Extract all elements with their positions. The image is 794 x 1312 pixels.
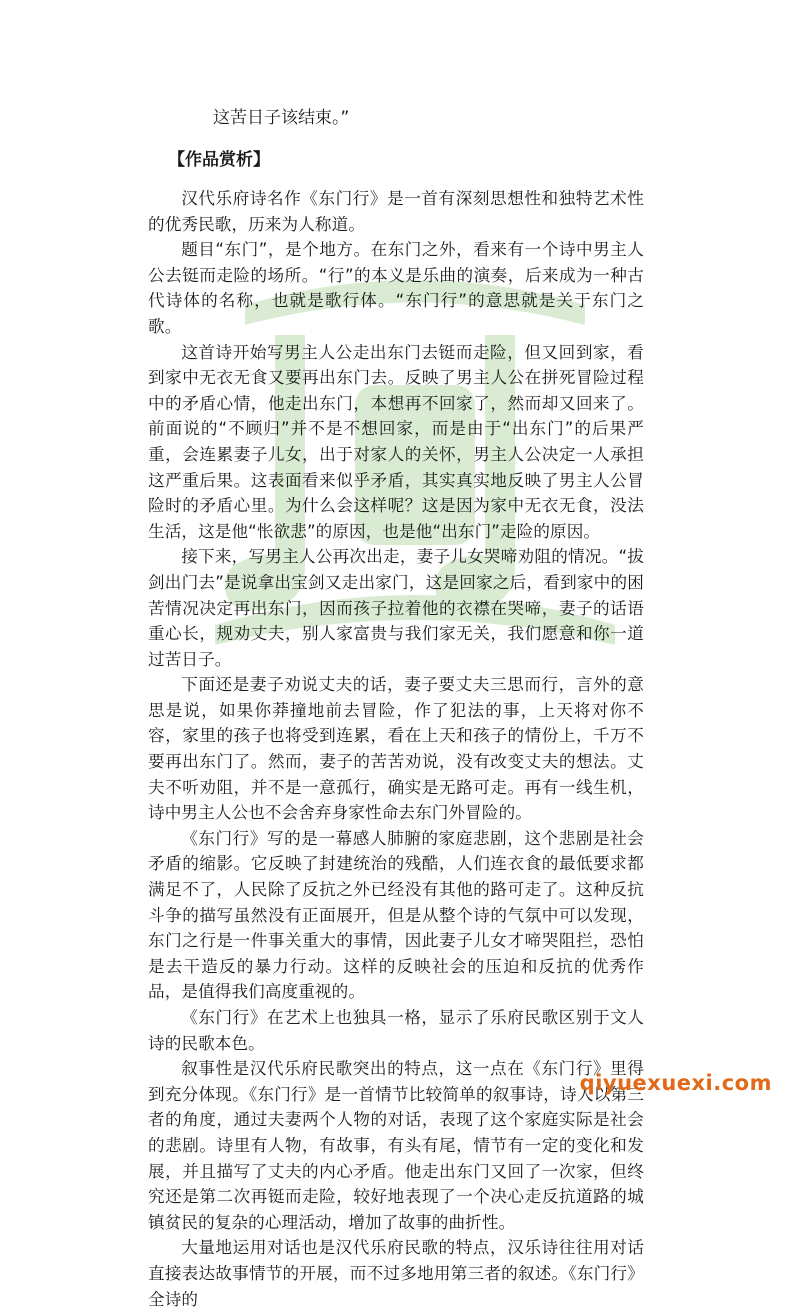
paragraph: 下面还是妻子劝说丈夫的话，妻子要丈夫三思而行，言外的意思是说，如果你莽撞地前去冒险，作了犯法的事，上天将对你不容，家里的孩子也将受到连累，看在上天和孩子的情份上，千万不要再出东门了。然而，妻子的苦苦劝说，没有改变丈夫的想法。丈夫不听劝阻，并不是一意孤行，确实是无路可走。再有一线生机，诗中男主人公也不会舍弃身家性命去东门外冒险的。: [148, 675, 644, 823]
analysis-body: [148, 186, 644, 1312]
paragraph: 这首诗开始写男主人公走出东门去铤而走险，但又回到家，看到家中无衣无食又要再出东门去。反映了男主人公在拼死冒险过程中的矛盾心情，他走出东门，本想再不回家了，然而却又回来了。前面说的“不顾归”并不是不想回家，而是由于“出东门”的后果严重，会连累妻子儿女，出于对家人的关怀，男主人公决定一人承担这严重后果。这表面看来似乎矛盾，其实真实地反映了男主人公冒险时的矛盾心里。为什么会这样呢？这是因为家中无衣无食，没法生活，这是他“怅欲悲”的原因，也是他“出东门”走险的原因。: [148, 342, 644, 541]
paragraph: 汉代乐府诗名作《东门行》是一首有深刻思想性和独特艺术性的优秀民歌，历来为人称道。: [148, 189, 644, 234]
paragraph: 叙事性是汉代乐府民歌突出的特点，这一点在《东门行》里得到充分体现。《东门行》是一首情节比较简单的叙事诗，诗人以第三者的角度，通过夫妻两个人物的对话，表现了这个家庭实际是社会的悲剧。诗里有人物，有故事，有头有尾，情节有一定的变化和发展，并且描写了丈夫的内心矛盾。他走出东门又回了一次家，但终究还是第二次再铤而走险，较好地表现了一个决心走反抗道路的城镇贫民的复杂的心理活动，增加了故事的曲折性。: [148, 1059, 644, 1232]
closing-quote-line: 这苦日子该结束。”: [213, 108, 350, 128]
paragraph: 大量地运用对话也是汉代乐府民歌的特点，汉乐诗往往用对话直接表达故事情节的开展，而不过多地用第三者的叙述。《东门行》全诗的: [148, 1238, 644, 1309]
section-title: 【作品赏析】: [168, 150, 270, 170]
site-logo-text: qiyuexuexi.com: [579, 1071, 772, 1095]
paragraph: 题目“东门”，是个地方。在东门之外，看来有一个诗中男主人公去铤而走险的场所。“行”的本义是乐曲的演奏，后来成为一种古代诗体的名称，也就是歌行体。“东门行”的意思就是关于东门之歌。: [148, 240, 644, 336]
paragraph: 《东门行》在艺术上也独具一格，显示了乐府民歌区别于文人诗的民歌本色。: [148, 1008, 644, 1053]
site-logo: [580, 1066, 772, 1100]
paragraph: 接下来，写男主人公再次出走，妻子儿女哭啼劝阻的情况。“拔剑出门去”是说拿出宝剑又走出家门，这是回家之后，看到家中的困苦情况决定再出东门，因而孩子拉着他的衣襟在哭啼，妻子的话语重心长，规劝丈夫，别人家富贵与我们家无关，我们愿意和你一道过苦日子。: [148, 547, 644, 669]
paragraph: 《东门行》写的是一幕感人肺腑的家庭悲剧，这个悲剧是社会矛盾的缩影。它反映了封建统治的残酷，人们连衣食的最低要求都满足不了，人民除了反抗之外已经没有其他的路可走了。这种反抗斗争的描写虽然没有正面展开，但是从整个诗的气氛中可以发现，东门之行是一件事关重大的事情，因此妻子儿女才啼哭阻拦，恐怕是去干造反的暴力行动。这样的反映社会的压迫和反抗的优秀作品，是值得我们高度重视的。: [148, 828, 644, 1002]
